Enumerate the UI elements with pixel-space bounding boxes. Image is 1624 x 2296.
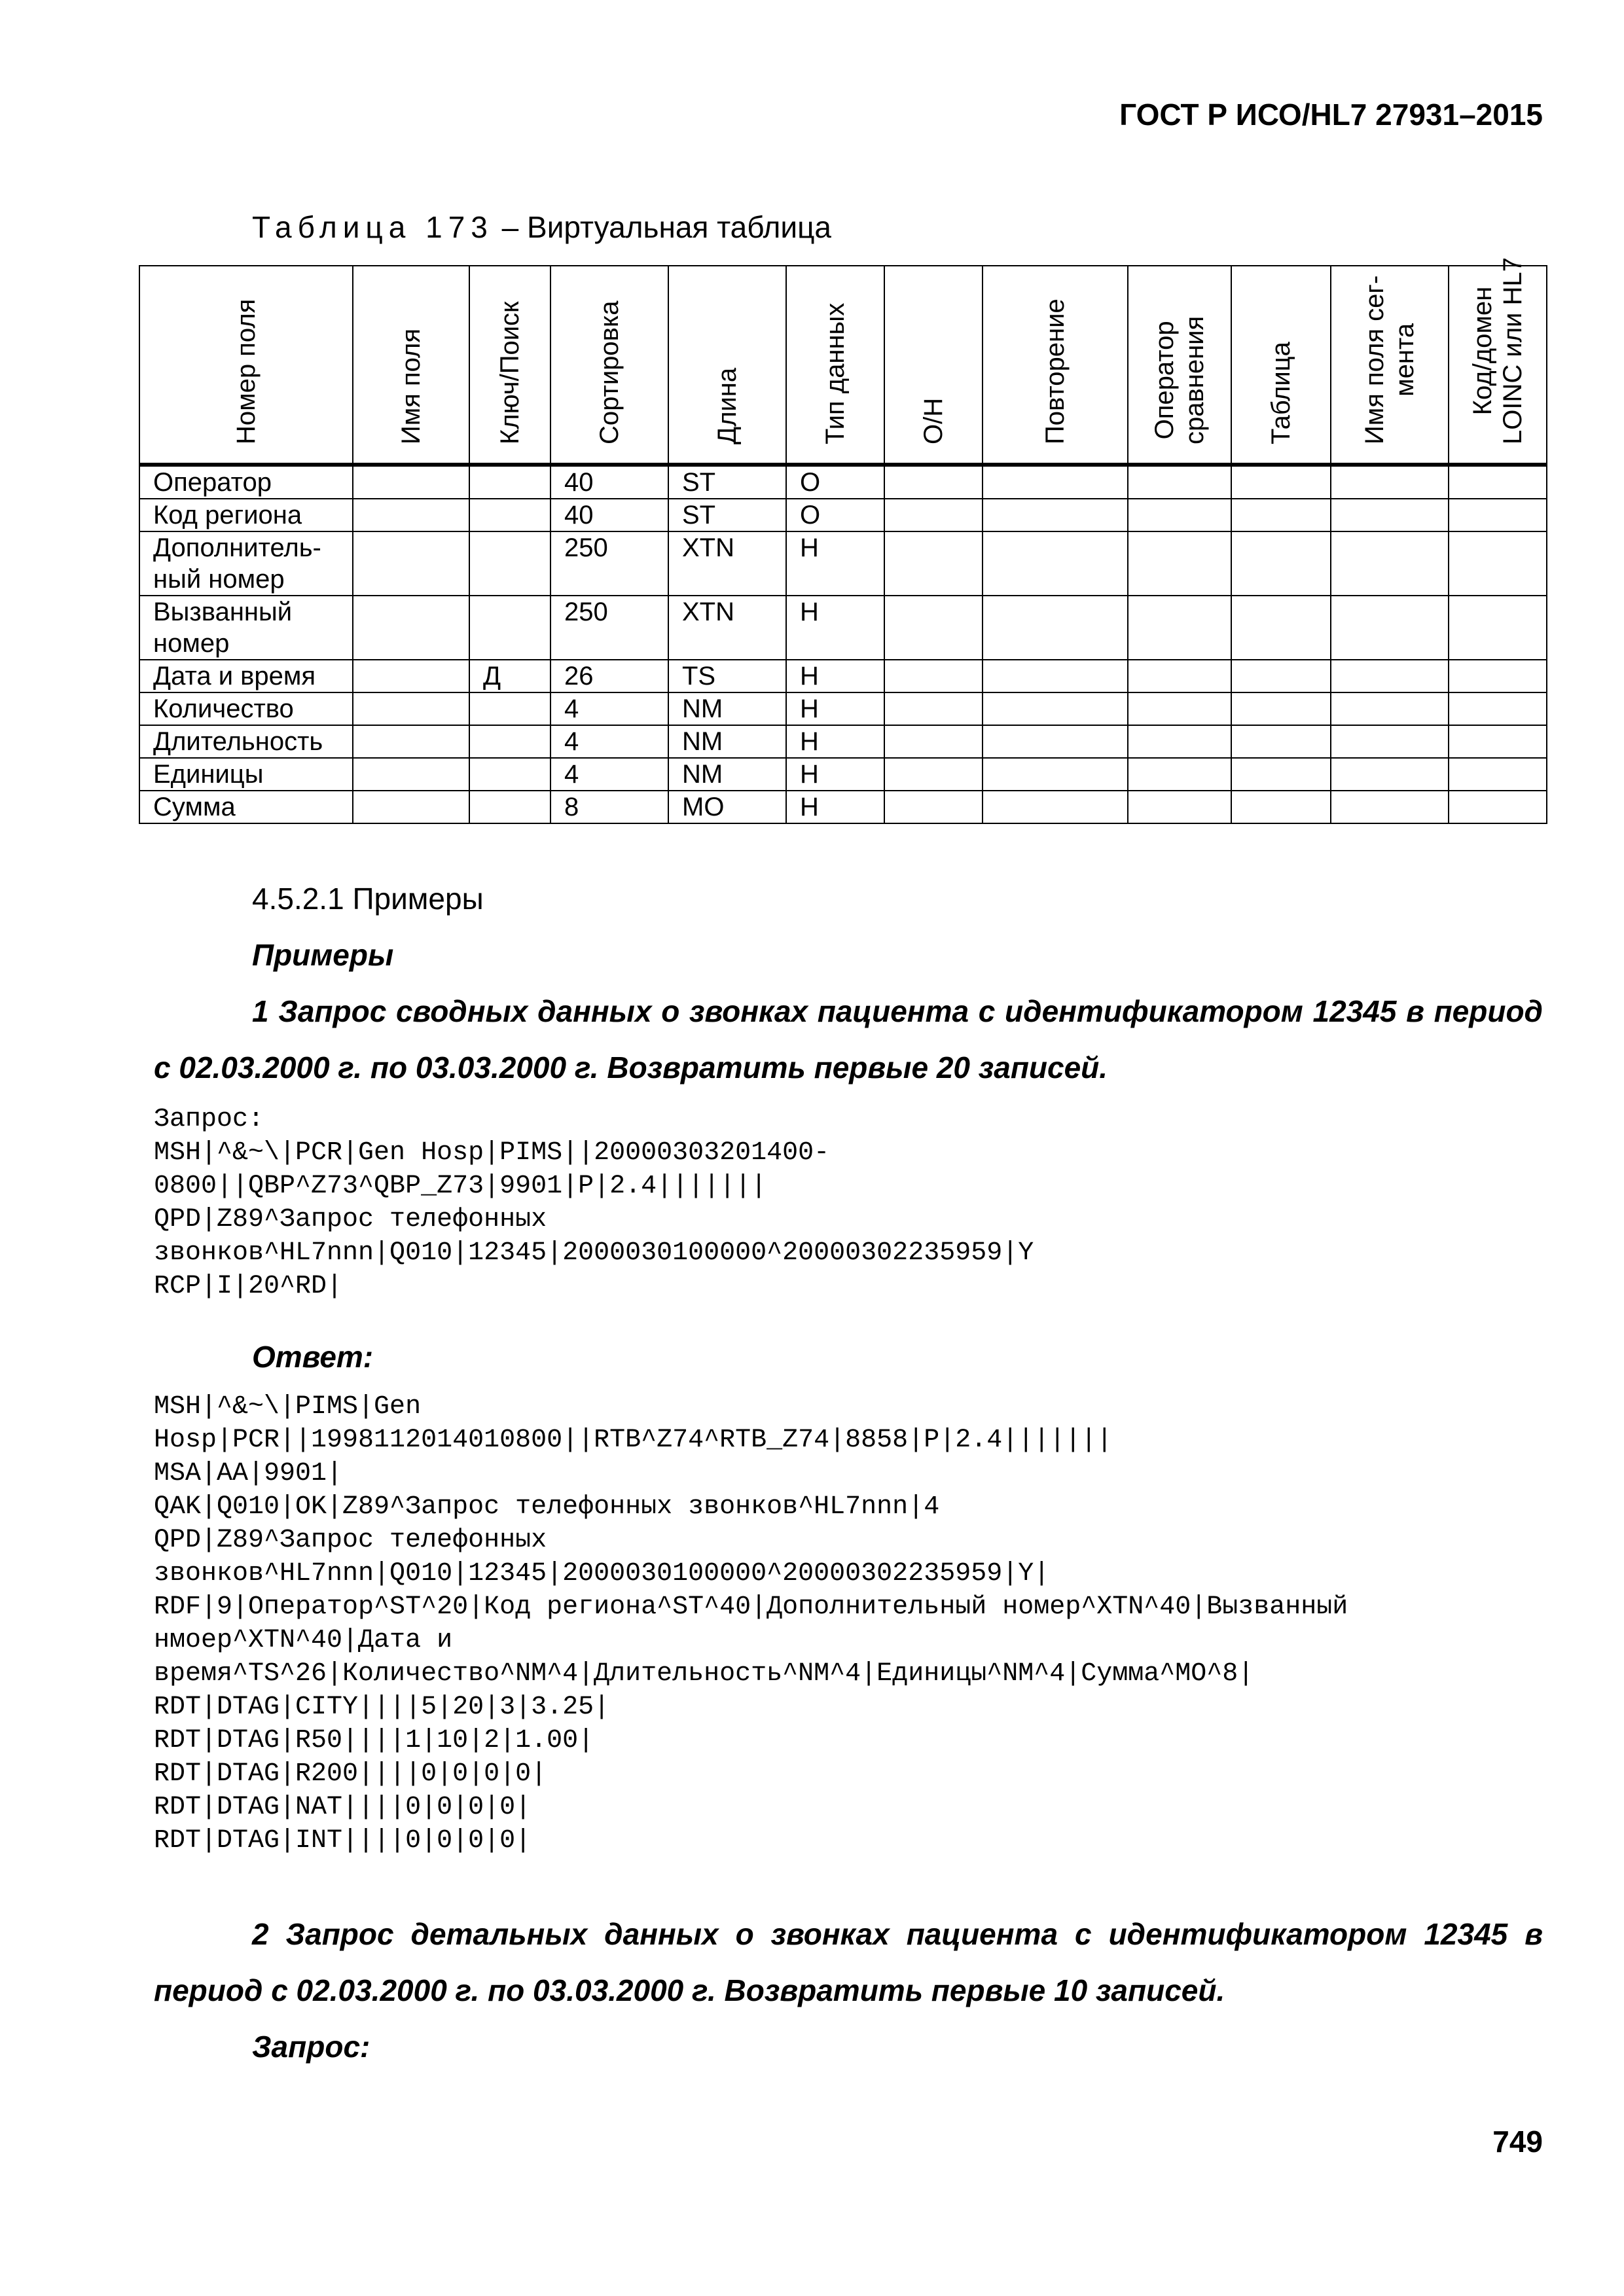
column-header: Код/домен LOINC или HL7	[1449, 266, 1547, 465]
table-cell: 250	[550, 531, 668, 596]
table-cell	[884, 692, 983, 725]
table-cell	[1231, 758, 1331, 791]
table-cell	[1331, 499, 1449, 531]
table-cell	[983, 758, 1128, 791]
field-number-cell: Сумма	[139, 791, 353, 823]
table-cell	[983, 725, 1128, 758]
column-header: Имя поля сег- мента	[1331, 266, 1449, 465]
table-cell	[353, 465, 469, 499]
field-number-cell: Длительность	[139, 725, 353, 758]
table-cell: 26	[550, 660, 668, 692]
table-cell: Н	[786, 692, 884, 725]
table-cell: NM	[668, 758, 786, 791]
table-cell	[1331, 725, 1449, 758]
table-cell: Н	[786, 596, 884, 660]
table-cell	[353, 531, 469, 596]
field-number-cell: Дата и время	[139, 660, 353, 692]
table-row	[139, 596, 1547, 660]
table-cell	[1128, 660, 1231, 692]
table-cell	[1449, 531, 1547, 596]
answer-label: Ответ:	[252, 1340, 374, 1374]
table-cell	[1231, 499, 1331, 531]
table-cell	[1449, 499, 1547, 531]
table-cell	[1128, 725, 1231, 758]
table-cell	[469, 692, 550, 725]
table-cell	[884, 725, 983, 758]
table-cell	[353, 725, 469, 758]
table-cell	[1449, 660, 1547, 692]
table-row	[139, 758, 1547, 791]
table-cell: Н	[786, 660, 884, 692]
table-cell: Н	[786, 531, 884, 596]
table-cell	[1128, 758, 1231, 791]
column-header: Таблица	[1231, 266, 1331, 465]
table-header-row	[139, 266, 1547, 465]
table-cell: О	[786, 499, 884, 531]
table-caption-dash: –	[501, 210, 519, 244]
table-cell: 40	[550, 499, 668, 531]
table-cell: ST	[668, 499, 786, 531]
table-cell	[469, 791, 550, 823]
column-header: Повторение	[983, 266, 1128, 465]
table-cell	[983, 596, 1128, 660]
table-caption	[252, 209, 831, 245]
table-cell	[469, 725, 550, 758]
table-cell	[1331, 531, 1449, 596]
table-cell: 8	[550, 791, 668, 823]
table-cell	[353, 791, 469, 823]
table-cell: Д	[469, 660, 550, 692]
table-cell	[1128, 465, 1231, 499]
table-cell	[884, 465, 983, 499]
table-cell	[983, 499, 1128, 531]
table-cell: NM	[668, 725, 786, 758]
example-1-title: 1 Запрос сводных данных о звонках пациента с идентификатором 12345 в период с 02.03.2000 г. по 03.03.2000 г. Возвратить первые 20 записей.	[154, 994, 1543, 1085]
table-cell	[1449, 692, 1547, 725]
table-cell	[1231, 725, 1331, 758]
table-cell	[983, 692, 1128, 725]
table-cell: 40	[550, 465, 668, 499]
table-cell: XTN	[668, 531, 786, 596]
table-cell	[353, 660, 469, 692]
table-caption-label: Таблица 173	[252, 210, 494, 244]
table-cell	[353, 692, 469, 725]
table-row	[139, 465, 1547, 499]
table-cell: NM	[668, 692, 786, 725]
table-cell: Н	[786, 758, 884, 791]
query-label: Запрос:	[252, 2030, 370, 2064]
table-cell	[1128, 596, 1231, 660]
table-cell: 4	[550, 692, 668, 725]
field-number-cell: Оператор	[139, 465, 353, 499]
column-header: Ключ/Поиск	[469, 266, 550, 465]
table-cell	[1231, 596, 1331, 660]
table-cell: О	[786, 465, 884, 499]
column-header: Номер поля	[139, 266, 353, 465]
field-number-cell: Дополнитель- ный номер	[139, 531, 353, 596]
table-cell: TS	[668, 660, 786, 692]
table-cell	[1331, 596, 1449, 660]
table-cell	[884, 499, 983, 531]
table-cell	[1331, 660, 1449, 692]
column-header: Длина	[668, 266, 786, 465]
table-cell	[884, 531, 983, 596]
table-cell	[1231, 465, 1331, 499]
table-cell	[1331, 758, 1449, 791]
table-cell	[983, 660, 1128, 692]
examples-subheading: Примеры	[252, 938, 394, 972]
table-cell	[469, 758, 550, 791]
document-standard-header: ГОСТ Р ИСО/HL7 27931–2015	[1119, 98, 1543, 132]
column-header: Тип данных	[786, 266, 884, 465]
table-cell	[1331, 465, 1449, 499]
column-header: Имя поля	[353, 266, 469, 465]
column-header: О/Н	[884, 266, 983, 465]
table-cell: XTN	[668, 596, 786, 660]
field-number-cell: Вызванный номер	[139, 596, 353, 660]
column-header: Сортировка	[550, 266, 668, 465]
table-cell	[983, 791, 1128, 823]
table-cell	[1331, 791, 1449, 823]
table-cell	[469, 596, 550, 660]
table-row	[139, 660, 1547, 692]
table-row	[139, 499, 1547, 531]
column-header: Оператор сравнения	[1128, 266, 1231, 465]
table-cell	[1449, 791, 1547, 823]
field-number-cell: Единицы	[139, 758, 353, 791]
table-cell	[1231, 660, 1331, 692]
table-cell	[1128, 499, 1231, 531]
table-cell	[353, 596, 469, 660]
table-cell	[469, 531, 550, 596]
table-cell: 250	[550, 596, 668, 660]
table-row	[139, 725, 1547, 758]
table-cell	[884, 791, 983, 823]
table-cell	[1449, 725, 1547, 758]
table-cell	[1128, 531, 1231, 596]
table-cell	[983, 465, 1128, 499]
virtual-table	[139, 257, 1547, 824]
table-cell	[884, 596, 983, 660]
table-cell	[353, 758, 469, 791]
table-cell	[1331, 692, 1449, 725]
table-row	[139, 692, 1547, 725]
table-cell: 4	[550, 725, 668, 758]
table-row	[139, 791, 1547, 823]
table-cell	[353, 499, 469, 531]
section-heading: 4.5.2.1 Примеры	[252, 882, 484, 916]
table-caption-title: Виртуальная таблица	[527, 210, 832, 244]
table-cell	[884, 660, 983, 692]
table-cell	[1449, 596, 1547, 660]
table-cell	[1128, 692, 1231, 725]
table-cell	[469, 499, 550, 531]
table-cell: Н	[786, 725, 884, 758]
table-row	[139, 531, 1547, 596]
table-body	[139, 465, 1547, 823]
table-cell: Н	[786, 791, 884, 823]
table-cell	[884, 758, 983, 791]
example-1-answer-code: MSH|^&~\|PIMS|Gen Hosp|PCR||1998112014010800||RTB^Z74^RTB_Z74|8858|P|2.4||||||| MSA|AA|9901| QAK|Q010|OK|Z89^Запрос телефонных звонков^HL7nnn|4 QPD|Z89^Запрос телефонных звонков^HL7nnn|Q010|12345|2000030100000^20000302235959|Y| RDF|9|Оператор^ST^20|Код региона^ST^40|Дополнительный номер^XTN^40|Вызванный нмоер^XTN^40|Дата и время^TS^26|Количество^NM^4|Длительность^NM^4|Единицы^NM^4|Сумма^MO^8| RDT|DTAG|CITY||||5|20|3|3.25| RDT|DTAG|R50||||1|10|2|1.00| RDT|DTAG|R200||||0|0|0|0| RDT|DTAG|NAT||||0|0|0|0| RDT|DTAG|INT||||0|0|0|0|	[154, 1392, 1348, 1856]
table-cell	[983, 531, 1128, 596]
table-cell	[1231, 692, 1331, 725]
table-cell: ST	[668, 465, 786, 499]
table-cell	[1231, 791, 1331, 823]
table-cell: 4	[550, 758, 668, 791]
field-number-cell: Количество	[139, 692, 353, 725]
page-number: 749	[1492, 2125, 1543, 2159]
table-cell	[1128, 791, 1231, 823]
table-cell: MO	[668, 791, 786, 823]
table-cell	[1449, 465, 1547, 499]
table-cell	[469, 465, 550, 499]
example-1-query-code: Запрос: MSH|^&~\|PCR|Gen Hosp|PIMS||20000303201400- 0800||QBP^Z73^QBP_Z73|9901|P|2.4||||||| QPD|Z89^Запрос телефонных звонков^HL7nnn|Q010|12345|2000030100000^20000302235959|Y RCP|I|20^RD|	[154, 1105, 1034, 1301]
table-cell	[1449, 758, 1547, 791]
table-cell	[1231, 531, 1331, 596]
example-2-title: 2 Запрос детальных данных о звонках пациента с идентификатором 12345 в период с 02.03.2000 г. по 03.03.2000 г. Возвратить первые 10 записей.	[154, 1917, 1543, 2007]
field-number-cell: Код региона	[139, 499, 353, 531]
